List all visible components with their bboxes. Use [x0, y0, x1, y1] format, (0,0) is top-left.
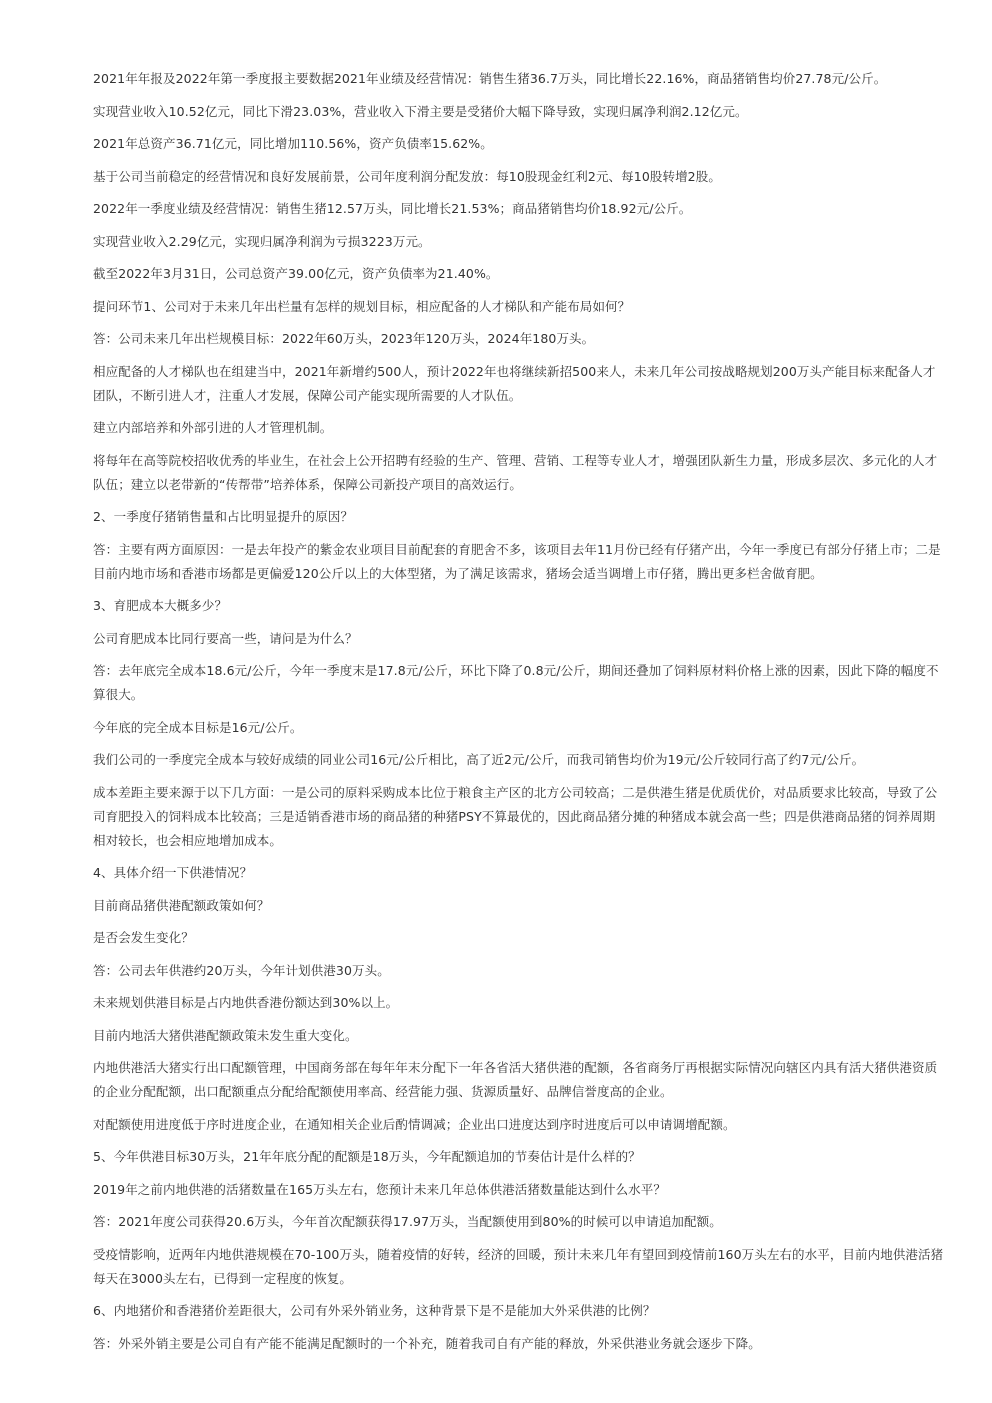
question-heading: 4、具体介绍一下供港情况？ — [93, 865, 253, 880]
paragraph: 实现营业收入10.52亿元，同比下滑23.03%，营业收入下滑主要是受猪价大幅下降导致，实现归属净利润2.12亿元。 — [93, 103, 748, 119]
paragraph: 实现营业收入2.29亿元，实现归属净利润为亏损3223万元。 — [93, 233, 431, 249]
paragraph: 成本差距主要来源于以下几方面：一是公司的原料采购成本比位于粮食主产区的北方公司较高；二是供港生猪是优质优价，对品质要求比较高，导致了公司育肥投入的饲料成本比较高；三是适销香港市场的商品猪的种猪PSY不算最优的，因此商品猪分摊的种猪成本就会高一些；四是供港商品猪的饲养周期相对较长，也会相应地增加成本。 — [93, 784, 938, 848]
answer-paragraph: 答：公司未来几年出栏规模目标：2022年60万头，2023年120万头，2024年180万头。 — [93, 331, 595, 346]
paragraph: 内地供港活大猪实行出口配额管理，中国商务部在每年年末分配下一年各省活大猪供港的配额，各省商务厅再根据实际情况向辖区内具有活大猪供港资质的企业分配配额，出口配额重点分配给配额使用率高、经营能力强、货源质量好、品牌信誉度高的企业。 — [93, 1060, 938, 1099]
answer-paragraph: 答：2021年度公司获得20.6万头，今年首次配额获得17.97万头，当配额使用到80%的时候可以申请追加配额。 — [93, 1214, 722, 1229]
answer-paragraph: 答：主要有两方面原因：一是去年投产的紫金农业项目目前配套的育肥舍不多，该项目去年11月份已经有仔猪产出，今年一季度已有部分仔猪上市；二是目前内地市场和香港市场都是更偏爱120公斤以上的大体型猪，为了满足该需求，猪场会适当调增上市仔猪，腾出更多栏舍做育肥。 — [93, 541, 941, 581]
paragraph: 2021年年报及2022年第一季度报主要数据2021年业绩及经营情况：销售生猪36.7万头，同比增长22.16%，商品猪销售均价27.78元/公斤。 — [93, 71, 887, 86]
paragraph: 相应配备的人才梯队也在组建当中，2021年新增约500人，预计2022年也将继续新招500来人，未来几年公司按战略规划200万头产能目标来配备人才团队，不断引进人才，注重人才发展，保障公司产能实现所需要的人才队伍。 — [93, 363, 936, 403]
paragraph: 今年底的完全成本目标是16元/公斤。 — [93, 719, 303, 735]
question-heading: 3、育肥成本大概多少？ — [93, 598, 228, 613]
paragraph: 建立内部培养和外部引进的人才管理机制。 — [93, 420, 333, 435]
paragraph: 未来规划供港目标是占内地供香港份额达到30%以上。 — [93, 995, 399, 1010]
paragraph: 截至2022年3月31日，公司总资产39.00亿元，资产负债率为21.40%。 — [93, 266, 499, 281]
paragraph: 将每年在高等院校招收优秀的毕业生，在社会上公开招聘有经验的生产、管理、营销、工程等专业人才，增强团队新生力量，形成多层次、多元化的人才队伍；建立以老带新的“传帮带”培养体系，保障公司新投产项目的高效运行。 — [93, 452, 938, 492]
answer-paragraph: 答：外采外销主要是公司自有产能不能满足配额时的一个补充，随着我司自有产能的释放，外采供港业务就会逐步下降。 — [93, 1335, 761, 1351]
paragraph: 基于公司当前稳定的经营情况和良好发展前景，公司年度利润分配发放：每10股现金红利2元、每10股转增2股。 — [93, 168, 721, 184]
question-paragraph: 公司育肥成本比同行要高一些，请问是为什么？ — [93, 630, 358, 646]
question-heading: 2、一季度仔猪销售量和占比明显提升的原因？ — [93, 509, 354, 524]
paragraph: 我们公司的一季度完全成本与较好成绩的同业公司16元/公斤相比，高了近2元/公斤，而我司销售均价为19元/公斤较同行高了约7元/公斤。 — [93, 752, 865, 767]
question-paragraph: 2019年之前内地供港的活猪数量在165万头左右，您预计未来几年总体供港活猪数量能达到什么水平？ — [93, 1181, 666, 1197]
question-paragraph: 是否会发生变化？ — [93, 930, 194, 945]
paragraph: 目前内地活大猪供港配额政策未发生重大变化。 — [93, 1027, 358, 1043]
answer-paragraph: 答：去年底完全成本18.6元/公斤，今年一季度末是17.8元/公斤，环比下降了0.8元/公斤，期间还叠加了饲料原材料价格上涨的因素，因此下降的幅度不算很大。 — [93, 663, 939, 702]
paragraph: 2021年总资产36.71亿元，同比增加110.56%，资产负债率15.62%。 — [93, 136, 493, 151]
answer-paragraph: 答：公司去年供港约20万头，今年计划供港30万头。 — [93, 962, 390, 978]
question-heading: 提问环节1、公司对于未来几年出栏量有怎样的规划目标，相应配备的人才梯队和产能布局如何？ — [93, 298, 631, 314]
question-heading: 5、今年供港目标30万头，21年年底分配的配额是18万头，今年配额追加的节奏估计是什么样的？ — [93, 1149, 641, 1164]
document-body — [93, 67, 945, 1364]
question-paragraph: 目前商品猪供港配额政策如何？ — [93, 897, 270, 913]
paragraph: 受疫情影响，近两年内地供港规模在70-100万头，随着疫情的好转，经济的回暖，预计未来几年有望回到疫情前160万头左右的水平，目前内地供港活猪每天在3000头左右，已得到一定程度的恢复。 — [93, 1246, 944, 1286]
paragraph: 对配额使用进度低于序时进度企业，在通知相关企业后酌情调减；企业出口进度达到序时进度后可以申请调增配额。 — [93, 1116, 736, 1132]
question-heading: 6、内地猪价和香港猪价差距很大，公司有外采外销业务，这种背景下是不是能加大外采供港的比例？ — [93, 1303, 656, 1318]
paragraph: 2022年一季度业绩及经营情况：销售生猪12.57万头，同比增长21.53%；商品猪销售均价18.92元/公斤。 — [93, 201, 692, 216]
